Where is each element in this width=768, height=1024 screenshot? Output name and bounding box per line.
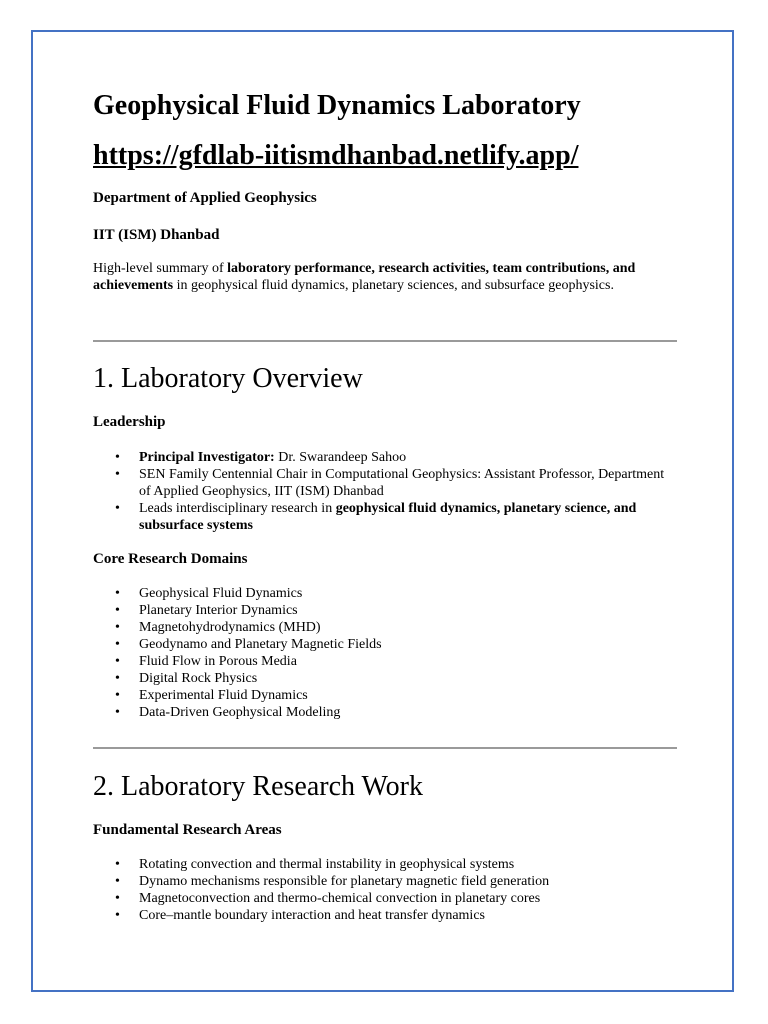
bullet-icon: • <box>115 874 120 889</box>
list-item-text: Digital Rock Physics <box>139 671 258 686</box>
list-item-text: Magnetohydrodynamics (MHD) <box>139 620 321 635</box>
bullet-icon: • <box>115 586 120 601</box>
list-item-text: Planetary Interior Dynamics <box>139 603 298 618</box>
list-item-text: Experimental Fluid Dynamics <box>139 688 308 703</box>
list-item <box>93 653 677 670</box>
bullet-icon: • <box>115 891 120 906</box>
list-item-text: Data-Driven Geophysical Modeling <box>139 705 341 720</box>
summary-text-intro: High-level summary of <box>93 261 228 276</box>
bullet-icon: • <box>115 620 120 635</box>
section-divider <box>93 747 677 749</box>
section-heading-research-work: 2. Laboratory Research Work <box>93 771 423 802</box>
document-title: Geophysical Fluid Dynamics Laboratory <box>93 90 581 121</box>
list-item <box>93 907 677 924</box>
list-item <box>93 704 677 721</box>
research-lead-text: Leads interdisciplinary research in <box>139 501 336 516</box>
subheading-fundamental-areas: Fundamental Research Areas <box>93 822 282 838</box>
bullet-icon: • <box>115 705 120 720</box>
list-item <box>93 466 677 500</box>
bullet-icon: • <box>115 467 120 482</box>
bullet-icon: • <box>115 654 120 669</box>
research-lead-emphasis: geophysical fluid dynamics, planetary science, and subsurface systems <box>139 501 637 533</box>
pi-name: Dr. Swarandeep Sahoo <box>274 450 407 465</box>
section-heading-overview: 1. Laboratory Overview <box>93 363 363 394</box>
bullet-icon: • <box>115 501 120 516</box>
list-item-text: Magnetoconvection and thermo-chemical convection in planetary cores <box>139 891 541 906</box>
list-item <box>93 856 677 873</box>
bullet-icon: • <box>115 671 120 686</box>
list-item-text: Fluid Flow in Porous Media <box>139 654 297 669</box>
summary-text-outro: in geophysical fluid dynamics, planetary sciences, and subsurface geophysics. <box>173 278 614 293</box>
chair-title: SEN Family Centennial Chair in Computational Geophysics: Assistant Professor, Department of Applied Geophysics, IIT (ISM) Dhanbad <box>139 467 665 499</box>
bullet-icon: • <box>115 450 120 465</box>
subheading-core-domains: Core Research Domains <box>93 551 248 567</box>
list-item <box>93 873 677 890</box>
bullet-icon: • <box>115 908 120 923</box>
pi-label: Principal Investigator: <box>139 450 275 465</box>
bullet-icon: • <box>115 637 120 652</box>
list-item <box>93 687 677 704</box>
list-item-text: Rotating convection and thermal instability in geophysical systems <box>139 857 515 872</box>
summary-text-emphasis: laboratory performance, research activities, team contributions, and achievements <box>93 261 636 293</box>
list-item <box>93 449 677 466</box>
list-item <box>93 602 677 619</box>
bullet-icon: • <box>115 603 120 618</box>
list-item <box>93 636 677 653</box>
bullet-icon: • <box>115 857 120 872</box>
list-item-text: Geodynamo and Planetary Magnetic Fields <box>139 637 382 652</box>
bullet-icon: • <box>115 688 120 703</box>
subheading-leadership: Leadership <box>93 414 166 430</box>
institute-name: IIT (ISM) Dhanbad <box>93 227 220 243</box>
leadership-list <box>93 449 677 534</box>
list-item <box>93 670 677 687</box>
summary-paragraph <box>93 260 677 294</box>
list-item <box>93 890 677 907</box>
fundamental-areas-list <box>93 856 677 924</box>
lab-website-link[interactable]: https://gfdlab-iitismdhanbad.netlify.app/ <box>93 140 579 171</box>
core-domains-list <box>93 585 677 721</box>
list-item-text: Geophysical Fluid Dynamics <box>139 586 303 601</box>
list-item <box>93 500 677 534</box>
list-item-text: Dynamo mechanisms responsible for planetary magnetic field generation <box>139 874 550 889</box>
list-item <box>93 585 677 602</box>
list-item <box>93 619 677 636</box>
section-divider <box>93 340 677 342</box>
list-item-text: Core–mantle boundary interaction and heat transfer dynamics <box>139 908 485 923</box>
department-name: Department of Applied Geophysics <box>93 190 317 206</box>
